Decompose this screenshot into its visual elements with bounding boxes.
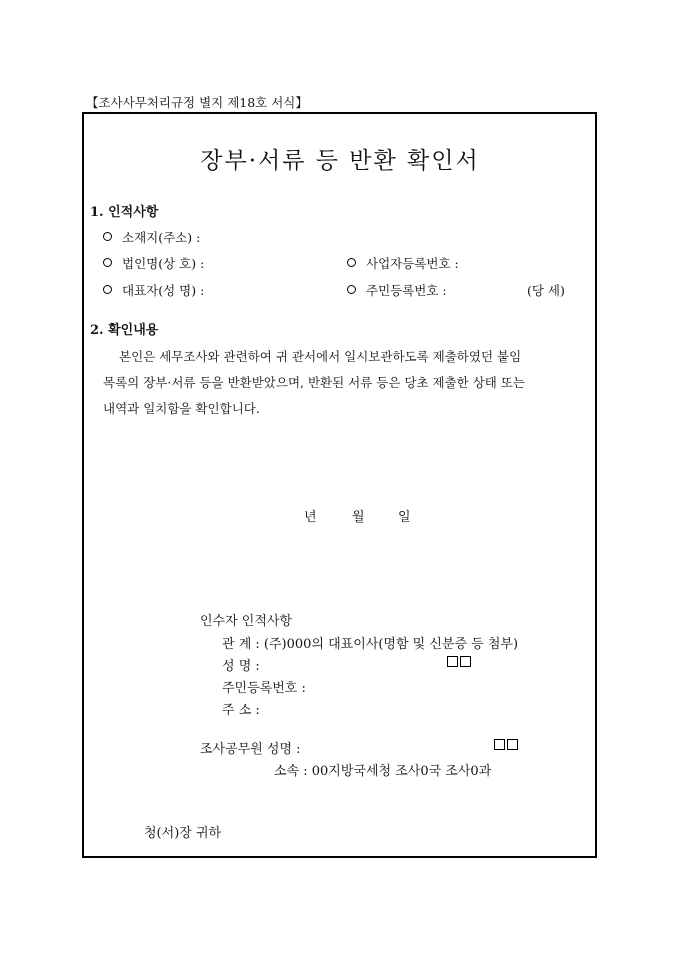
- section2-heading: 2. 확인내용: [90, 323, 159, 338]
- confirm-text-line3: 내역과 일치함을 확인합니다.: [103, 401, 260, 416]
- officer-seal: [492, 738, 518, 753]
- addressee: 청(서)장 귀하: [144, 826, 222, 841]
- corp-name-label: 법인명(상 호) :: [122, 256, 205, 271]
- officer-name-label: 조사공무원 성명 :: [200, 742, 301, 757]
- tax-year-label: (당 세): [527, 283, 565, 298]
- seal-box-icon: [507, 739, 518, 750]
- biz-reg-row: [347, 254, 459, 272]
- bullet-circle-icon: [103, 232, 112, 241]
- representative-label: 대표자(성 명) :: [122, 283, 205, 298]
- document-title: 장부·서류 등 반환 확인서: [200, 148, 480, 174]
- receiver-resident-no: 주민등록번호 :: [222, 681, 306, 696]
- seal-box-icon: [460, 656, 471, 667]
- section1-heading: 1. 인적사항: [90, 205, 159, 220]
- bullet-circle-icon: [347, 285, 356, 294]
- location-row: [103, 228, 200, 246]
- receiver-relation: 관 계 : (주)000의 대표이사(명함 및 신분증 등 첨부): [222, 637, 519, 652]
- resident-reg-row: [347, 281, 447, 299]
- confirm-text-line1: 본인은 세무조사와 관련하여 귀 관서에서 일시보관하도록 제출하였던 붙임: [119, 349, 522, 364]
- seal-box-icon: [494, 739, 505, 750]
- bullet-circle-icon: [103, 285, 112, 294]
- bullet-circle-icon: [347, 258, 356, 267]
- receiver-address: 주 소 :: [222, 703, 260, 718]
- representative-row: [103, 281, 204, 299]
- receiver-seal: [445, 655, 471, 670]
- confirm-text-line2: 목록의 장부·서류 등을 반환받았으며, 반환된 서류 등은 당초 제출한 상태 또는: [103, 375, 526, 390]
- date-year: 년: [304, 510, 317, 525]
- resident-reg-label: 주민등록번호 :: [366, 283, 447, 298]
- receiver-name: 성 명 :: [222, 659, 260, 674]
- date-day: 일: [398, 510, 411, 525]
- form-frame: [82, 112, 597, 858]
- officer-affiliation: 소속 : 00지방국세청 조사0국 조사0과: [274, 764, 492, 779]
- receiver-heading: 인수자 인적사항: [200, 614, 293, 629]
- location-label: 소재지(주소) :: [122, 230, 201, 245]
- form-number-note: 【조사사무처리규정 별지 제18호 서식】: [86, 95, 308, 110]
- seal-box-icon: [447, 656, 458, 667]
- biz-reg-label: 사업자등록번호 :: [366, 256, 459, 271]
- corp-name-row: [103, 254, 204, 272]
- bullet-circle-icon: [103, 258, 112, 267]
- date-month: 월: [352, 510, 365, 525]
